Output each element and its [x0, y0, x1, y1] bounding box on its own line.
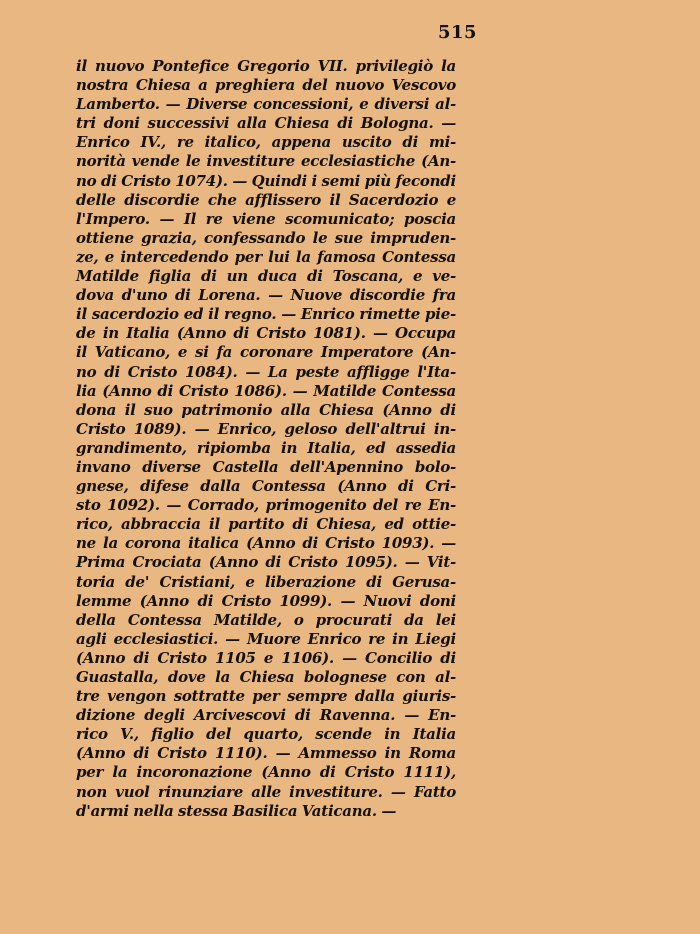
text-line: il nuovo Pontefice Gregorio VII. privilegiò la — [76, 57, 456, 75]
text-line: per la incoronazione (Anno di Cristo 1111), — [76, 763, 456, 782]
text-line: dova d'uno di Lorena. — Nuove discordie fra — [76, 286, 456, 305]
text-line: ne la corona italica (Anno di Cristo 1093). — — [76, 534, 456, 553]
text-line: della Contessa Matilde, o procurati da lei — [76, 610, 456, 629]
text-line: norità vende le investiture ecclesiastiche (An- — [76, 152, 456, 171]
text-line: Matilde figlia di un duca di Toscana, e ve- — [76, 267, 456, 286]
text-line: rico V., figlio del quarto, scende in Italia — [76, 725, 456, 744]
text-line: l'Impero. — Il re viene scomunicato; poscia — [76, 209, 456, 228]
text-line: tri doni successivi alla Chiesa di Bologna. — — [76, 114, 456, 133]
text-line: Guastalla, dove la Chiesa bolognese con al- — [76, 668, 456, 686]
text-line: Cristo 1089). — Enrico, geloso dell'altrui in- — [76, 419, 456, 438]
text-line: no di Cristo 1074). — Quindi i semi più fecondi — [76, 171, 456, 190]
page-number: 515 — [438, 22, 478, 43]
text-line: (Anno di Cristo 1110). — Ammesso in Roma — [76, 744, 456, 763]
text-line: rico, abbraccia il partito di Chiesa, ed ottie- — [76, 515, 456, 534]
text-line: d'armi nella stessa Basilica Vaticana. — — [76, 801, 397, 820]
text-line: ze, e intercedendo per lui la famosa Contessa — [76, 247, 456, 266]
text-line: dona il suo patrimonio alla Chiesa (Anno di — [76, 400, 456, 419]
text-line: toria de' Cristiani, e liberazione di Gerusa- — [76, 572, 456, 591]
text-line: sto 1092). — Corrado, primogenito del re En- — [76, 496, 456, 515]
body-text — [76, 57, 456, 821]
text-line: grandimento, ripiomba in Italia, ed assedia — [76, 438, 456, 457]
text-line: Lamberto. — Diverse concessioni, e diversi al- — [76, 95, 456, 114]
text-line: agli ecclesiastici. — Muore Enrico re in Liegi — [76, 629, 456, 648]
text-line: dizione degli Arcivescovi di Ravenna. — En- — [76, 706, 456, 725]
text-line: il sacerdozio ed il regno. — Enrico rimette pie- — [76, 305, 456, 324]
text-line: tre vengon sottratte per sempre dalla giuris- — [76, 687, 456, 706]
text-line: gnese, difese dalla Contessa (Anno di Cri- — [76, 477, 456, 496]
text-line: delle discordie che afflissero il Sacerdozio e — [76, 190, 456, 209]
text-line: (Anno di Cristo 1105 e 1106). — Concilio di — [76, 648, 456, 667]
text-line: il Vaticano, e si fa coronare Imperatore (An- — [76, 343, 456, 362]
text-line: lemme (Anno di Cristo 1099). — Nuovi doni — [76, 591, 456, 610]
text-line: Prima Crociata (Anno di Cristo 1095). — Vit- — [76, 553, 456, 572]
text-line: nostra Chiesa a preghiera del nuovo Vescovo — [76, 76, 456, 95]
text-line: lia (Anno di Cristo 1086). — Matilde Contessa — [76, 381, 456, 400]
text-line: ottiene grazia, confessando le sue impruden- — [76, 228, 456, 247]
text-line: non vuol rinunziare alle investiture. — Fatto — [76, 782, 456, 801]
text-line: no di Cristo 1084). — La peste affligge l'Ita- — [76, 362, 456, 381]
text-line: invano diverse Castella dell'Apennino bolo- — [76, 457, 456, 476]
text-line: Enrico IV., re italico, appena uscito di mi- — [76, 133, 456, 152]
text-line: de in Italia (Anno di Cristo 1081). — Occupa — [76, 324, 456, 343]
